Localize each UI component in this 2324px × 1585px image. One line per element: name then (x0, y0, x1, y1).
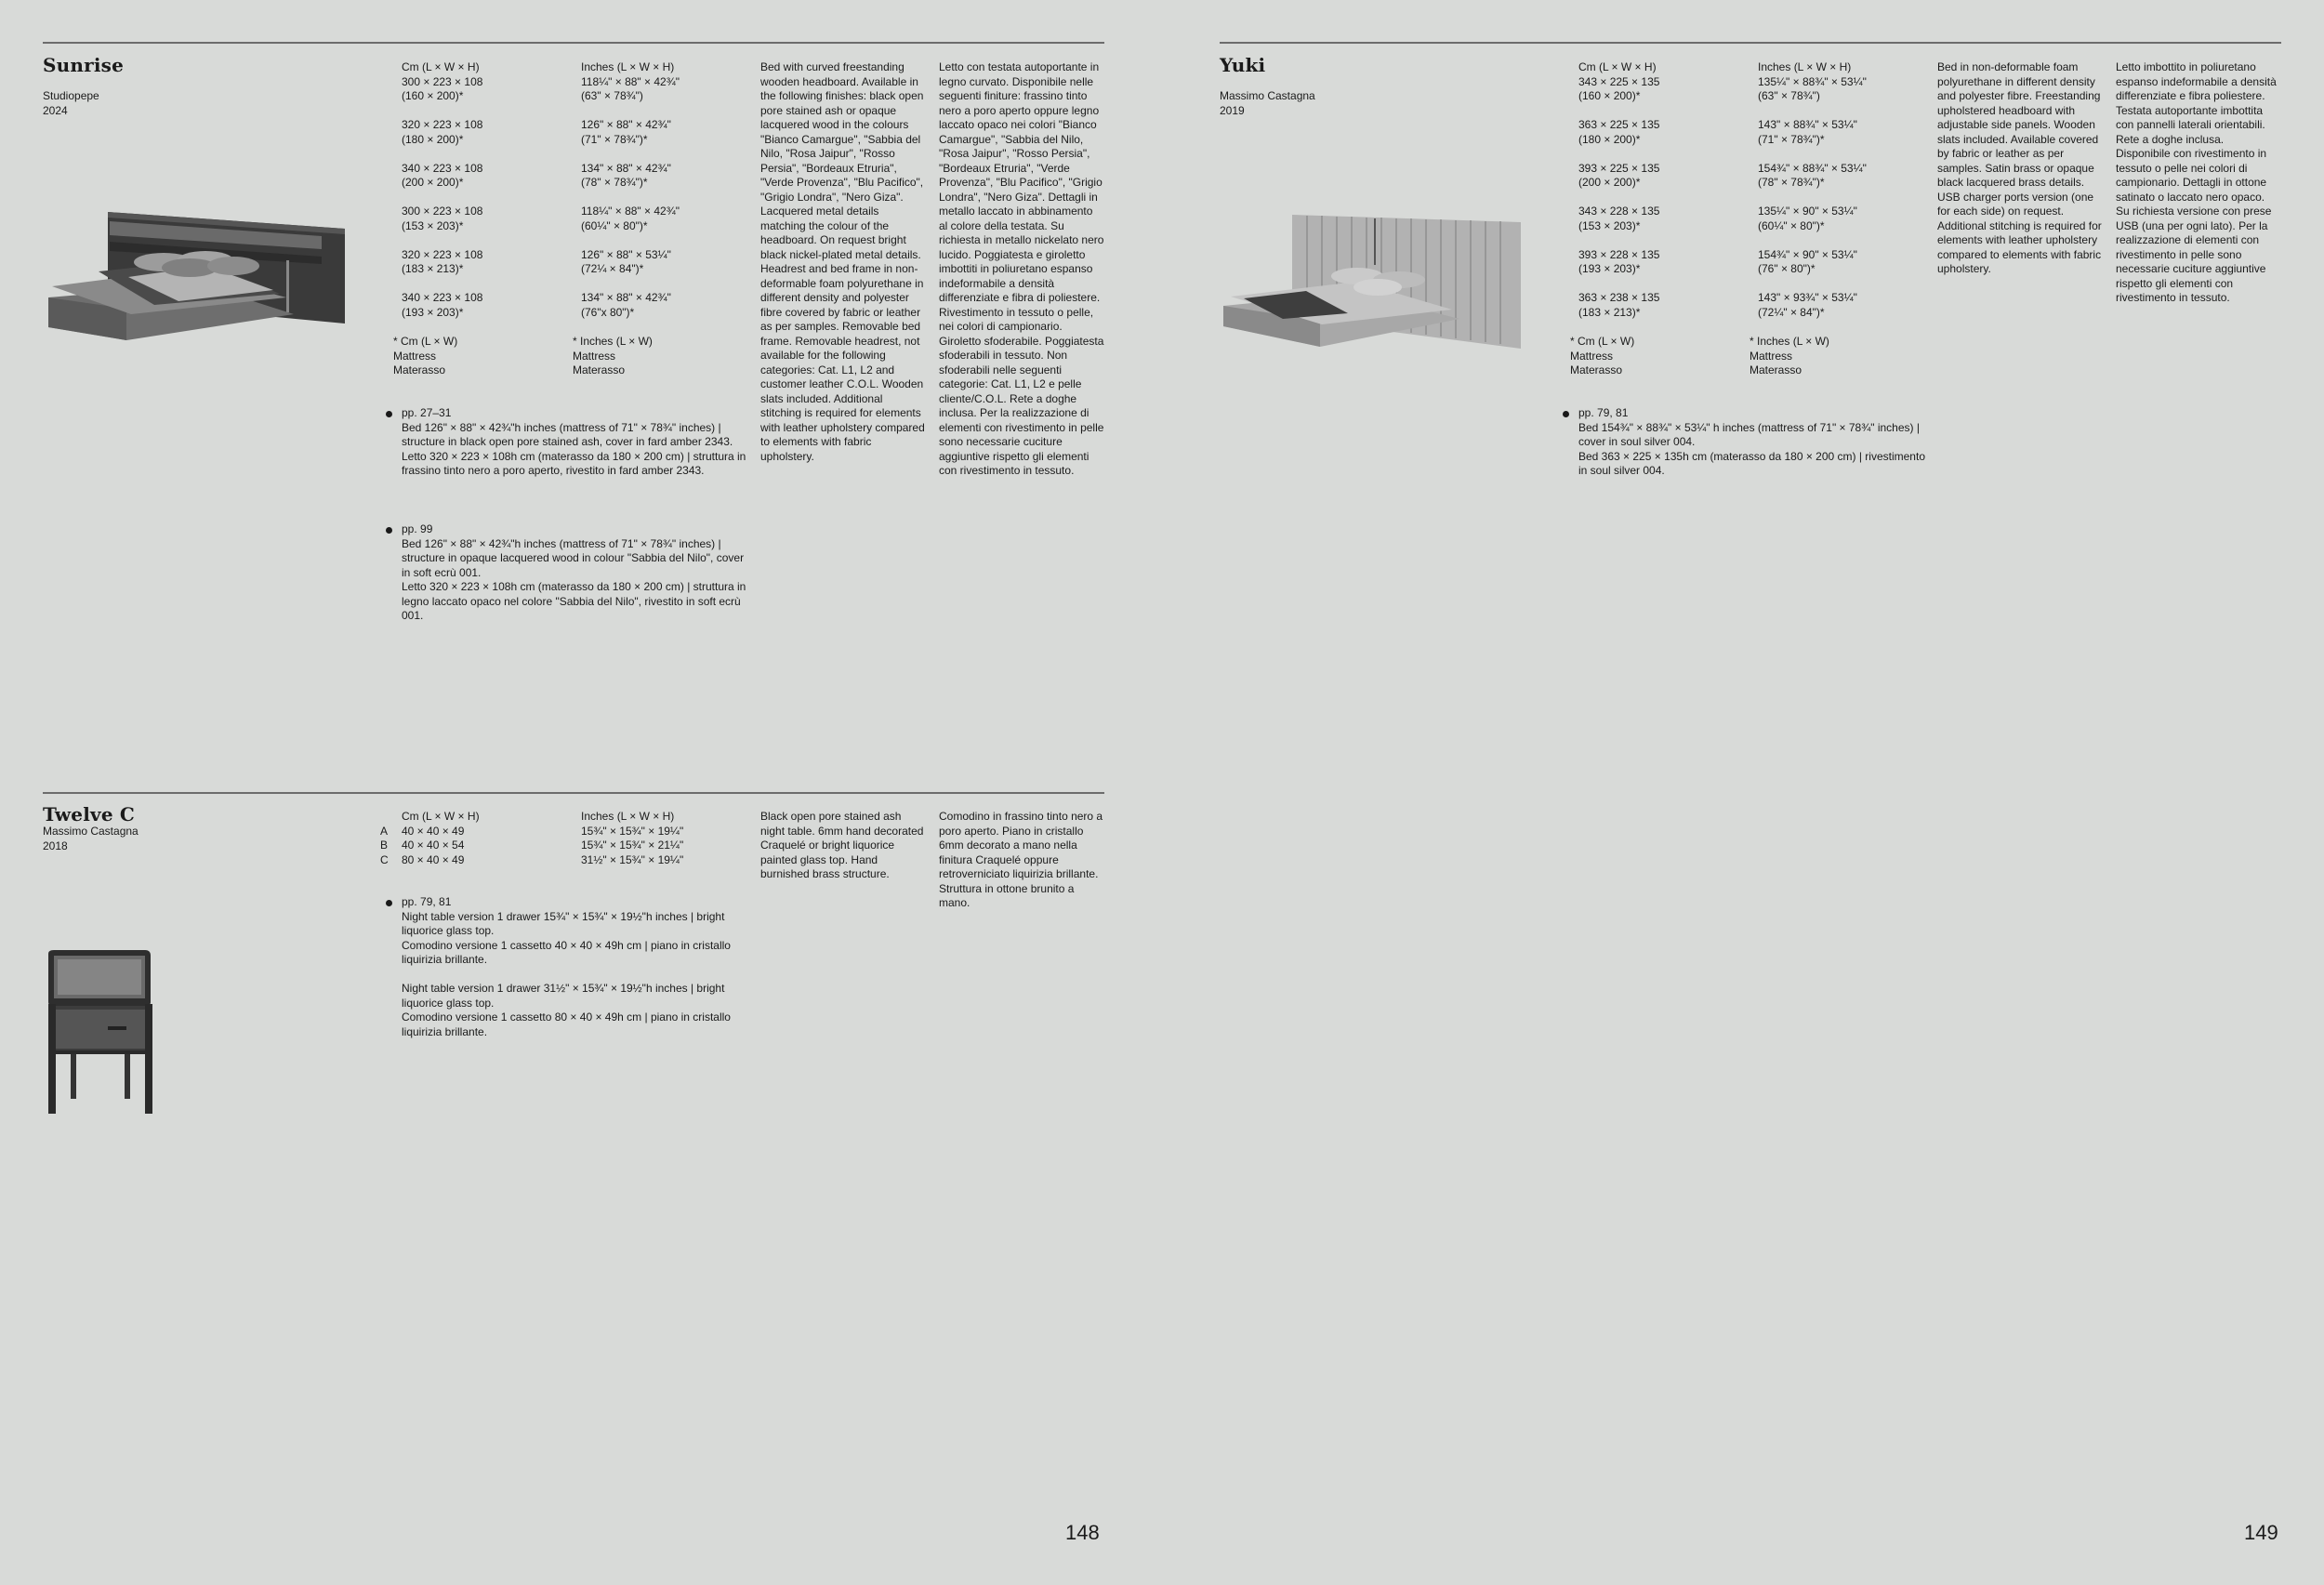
page-reference: pp. 79, 81 (1578, 406, 1629, 419)
bullet-icon (386, 900, 392, 906)
page-reference-note (402, 522, 750, 624)
product-designer: Studiopepe (43, 89, 99, 102)
page-reference: pp. 79, 81 (402, 895, 452, 908)
dimensions-cm: Cm (L × W × H) 40 × 40 × 49 40 × 40 × 54 80 × 40 × 49 (402, 810, 480, 866)
description-text: Comodino in frassino tinto nero a poro aperto. Piano in cristallo 6mm decorato a mano nella finitura Craquelé oppure retroverniciato liquirizia brillante. Struttura in ottone brunito a mano. (939, 810, 1103, 909)
bullet-icon (1563, 411, 1569, 417)
dimensions-cm: Cm (L × W × H) 343 × 225 × 135 (160 × 200)* 363 × 225 × 135 (180 × 200)* 393 × 225 × 135 (200 × 200)* 343 × 228 × 135 (153 × 203)* 393 × 228 × 135 (193 × 203)* 363 × 238 × 135 (183 × 213)* (1578, 60, 1660, 319)
page-reference-note (1578, 406, 1927, 479)
bullet-icon (386, 411, 392, 417)
product-year: 2024 (43, 104, 68, 117)
description-en (760, 810, 926, 882)
product-designer: Massimo Castagna (1220, 89, 1315, 102)
dimensions-cm: Cm (L × W × H) 300 × 223 × 108 (160 × 200)* 320 × 223 × 108 (180 × 200)* 340 × 223 × 108 (200 × 200)* 300 × 223 × 108 (153 × 203)* 320 × 223 × 108 (183 × 213)* 340 × 223 × 108 (193 × 203)* (402, 60, 483, 319)
dimensions-inches: Inches (L × W × H) 135¼" × 88¾" × 53¼" (63" × 78¾") 143" × 88¾" × 53¼" (71" × 78¾")* 154¾" × 88¾" × 53¼" (78" × 78¾")* 135¼" × 90" × 53¼" (60¼" × 80")* 154¾" × 90" × 53¼" (76" × 80")* 143" × 93¾" × 53¼" (72¼" × 84")* (1758, 60, 1867, 319)
description-it (2116, 60, 2281, 306)
description-text: Bed in non-deformable foam polyurethane in different density and polyester fibre. Freestanding upholstered headboard with adjustable side panels. Wooden slats included. Available covered by fabric or leather as per samples. Satin brass or opaque black lacquered brass details. USB charger ports version (one for each side) on request. Additional stitching is required for elements with leather upholstery compared to elements with fabric upholstery. (1937, 60, 2102, 275)
description-text: Letto con testata autoportante in legno curvato. Disponibile nelle seguenti finiture: frassino tinto nero a poro aperto oppure legno laccato opaco nei colori "Bianco Camargue", "Sabbia del Nilo, "Rosa Jaipur", "Rosso Persia", "Bordeaux Etruria", "Verde Provenza", "Blu Pacifico", "Grigio Londra", "Nero Giza". Dettagli in metallo laccato in abbinamento al colore della testata. Su richiesta in metallo nickelato nero lucido. Poggiatesta e giroletto imbottiti in poliuretano espanso indeformabile a densità differenziate e fibra di poliestere. Rivestimento in tessuto o pelle, nei colori di campionario. Giroletto sfoderabile. Poggiatesta sfoderabili in tessuto. Non sfoderabili nelle seguenti categorie: Cat. L1, L2 e pelle cliente/C.O.L. Rete a doghe inclusa. Per la realizzazione di elementi con rivestimento in pelle sono necessarie cuciture aggiuntive rispetto gli elementi con rivestimento in tessuto. (939, 60, 1104, 477)
description-text: Black open pore stained ash night table. 6mm hand decorated Craquelé or bright liquorice painted glass top. Hand burnished brass structure. (760, 810, 924, 880)
note-text-it: Letto 320 × 223 × 108h cm (materasso da 180 × 200 cm) | struttura in legno laccato opaco nel colore "Sabbia del Nilo", rivestito in soft ecrù 001. (402, 580, 746, 622)
top-rule-right (1220, 42, 2281, 44)
bullet-icon (386, 527, 392, 534)
note-text-it: Comodino versione 1 cassetto 80 × 40 × 49h cm | piano in cristallo liquirizia brillante. (402, 1010, 731, 1038)
mid-rule-left (43, 792, 1104, 794)
page-number-right: 149 (2244, 1521, 2278, 1544)
product-title: Yuki (1220, 54, 1266, 76)
description-it (939, 810, 1104, 911)
page-reference-note (402, 406, 750, 479)
page-number-left: 148 (1065, 1521, 1100, 1544)
dimensions-inches: Inches (L × W × H) 118¼" × 88" × 42¾" (63" × 78¾") 126" × 88" × 42¾" (71" × 78¾")* 134" × 88" × 42¾" (78" × 78¾")* 118¼" × 88" × 42¾" (60¼" × 80")* 126" × 88" × 53¼" (72¼ × 84")* 134" × 88" × 42¾" (76"x 80")* (581, 60, 680, 319)
description-en (1937, 60, 2103, 277)
variant-letters: A B C (380, 824, 389, 866)
note-text: Night table version 1 drawer 31½" × 15¾" × 19½"h inches | bright liquorice glass top. (402, 982, 725, 1010)
note-text: Bed 154¾" × 88¾" × 53¼" h inches (mattress of 71" × 78¾" inches) | cover in soul silver 004. (1578, 420, 1920, 448)
spacer (402, 968, 750, 983)
note-text: Bed 126" × 88" × 42¾"h inches (mattress of 71" × 78¾" inches) | structure in black open pore stained ash, cover in fard amber 2343. (402, 420, 733, 448)
page-reference-note (402, 895, 750, 1039)
page-reference: pp. 99 (402, 522, 433, 535)
product-year: 2019 (1220, 104, 1245, 117)
note-text-it: Letto 320 × 223 × 108h cm (materasso da 180 × 200 cm) | struttura in frassino tinto nero a poro aperto, rivestito in fard amber 2343. (402, 449, 746, 477)
description-text: Letto imbottito in poliuretano espanso indeformabile a densità differenziate e fibra poliestere. Testata autoportante imbottita con pannelli laterali orientabili. Rete a doghe inclusa. Disponibile con rivestimento in tessuto o pelle nei colori di campionario. Dettagli in ottone satinato o laccato nero opaco. Su richiesta versione con prese USB (una per ogni lato). Per la realizzazione di elementi con rivestimento in pelle sono necessarie cuciture aggiuntive rispetto gli elementi con rivestimento in tessuto. (2116, 60, 2277, 304)
product-designer: Massimo Castagna (43, 825, 139, 838)
product-title: Sunrise (43, 54, 125, 76)
mattress-note-cm: * Cm (L × W) Mattress Materasso (393, 335, 458, 376)
note-text-it: Bed 363 × 225 × 135h cm (materasso da 180 × 200 cm) | rivestimento in soul silver 004. (1578, 449, 1925, 477)
page-reference: pp. 27–31 (402, 406, 452, 419)
twelve-c-nightstand-image (43, 948, 159, 1116)
top-rule-left (43, 42, 1104, 44)
dimensions-inches: Inches (L × W × H) 15¾" × 15¾" × 19¼" 15¾" × 15¾" × 21¼" 31½" × 15¾" × 19¼" (581, 810, 684, 866)
product-year: 2018 (43, 839, 68, 852)
note-text: Night table version 1 drawer 15¾" × 15¾" × 19½"h inches | bright liquorice glass top. (402, 909, 725, 937)
description-en (760, 60, 926, 464)
product-title: Twelve C (43, 803, 136, 826)
yuki-bed-image (1218, 209, 1525, 349)
mattress-note-inches: * Inches (L × W) Mattress Materasso (573, 335, 653, 376)
description-it (939, 60, 1104, 479)
mattress-note-cm: * Cm (L × W) Mattress Materasso (1570, 335, 1635, 376)
note-text-it: Comodino versione 1 cassetto 40 × 40 × 49h cm | piano in cristallo liquirizia brillante. (402, 938, 731, 966)
sunrise-bed-image (43, 205, 350, 344)
description-text: Bed with curved freestanding wooden headboard. Available in the following finishes: black open pore stained ash or opaque lacquered wood in the colours "Bianco Camargue", "Sabbia del Nilo, "Rosa Jaipur", "Rosso Persia", "Bordeaux Etruria", "Verde Provenza", "Blu Pacifico", "Grigio Londra", "Nero Giza". Lacquered metal details matching the colour of the headboard. On request bright black nickel-plated metal details. Headrest and bed frame in non-deformable foam polyurethane in different density and polyester fibre covered by fabric or leather as per samples. Removable bed frame. Removable headrest, not available for the following categories: Cat. L1, L2 and customer leather C.O.L. Wooden slats included. Additional stitching is required for elements with leather upholstery compared to elements with fabric upholstery. (760, 60, 925, 463)
note-text: Bed 126" × 88" × 42¾"h inches (mattress of 71" × 78¾" inches) | structure in opaque lacquered wood in colour "Sabbia del Nilo", cover in soft ecrù 001. (402, 536, 745, 579)
mattress-note-inches: * Inches (L × W) Mattress Materasso (1750, 335, 1829, 376)
